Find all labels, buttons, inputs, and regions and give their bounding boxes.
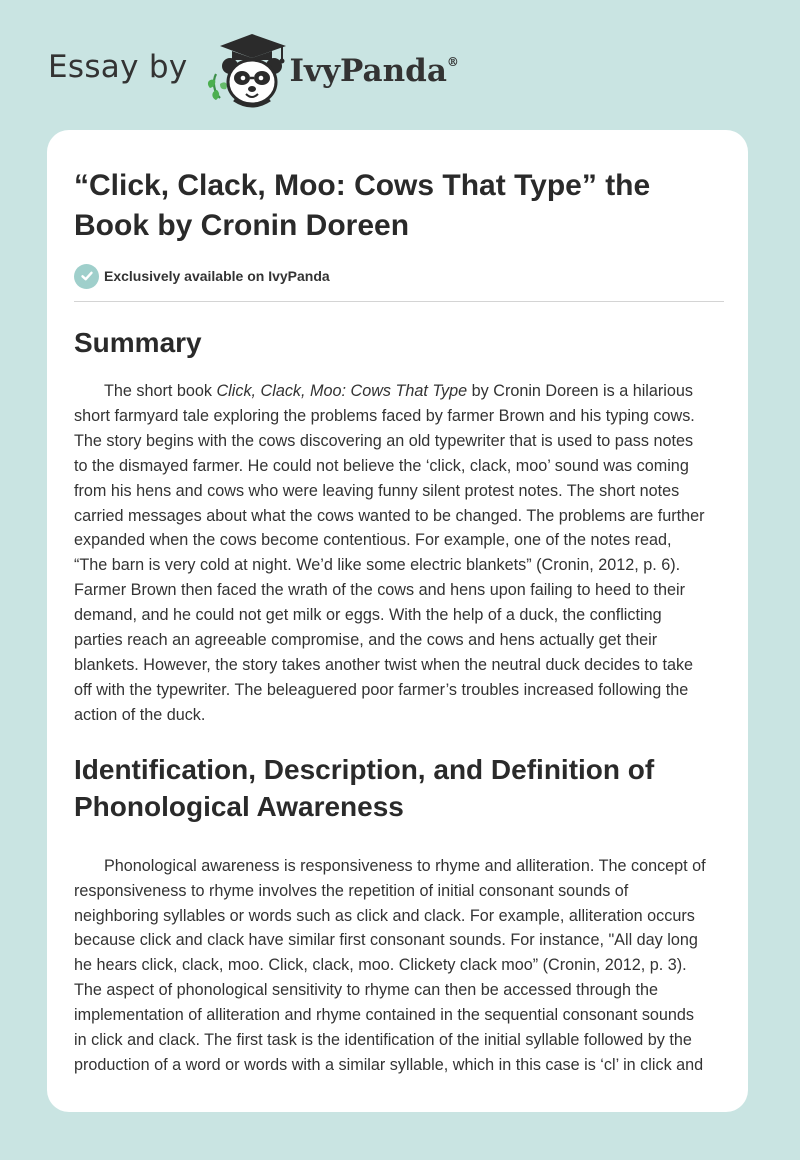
book-title-italic: Click, Clack, Moo: Cows That Type xyxy=(216,382,468,400)
summary-paragraph xyxy=(74,379,724,728)
badge-text: Exclusively available on IvyPanda xyxy=(104,268,330,284)
paragraph-line: The short book Click, Clack, Moo: Cows That Type by Cronin Doreen is a hilarious xyxy=(104,382,693,400)
paragraph-line: demand, and he could not get milk or eggs. With the help of a duck, the conflicting xyxy=(74,606,662,625)
paragraph-line: to the dismayed farmer. He could not believe the ‘click, clack, moo’ sound was coming xyxy=(74,456,689,475)
site-header xyxy=(48,30,459,110)
brand-name[interactable]: IvyPanda® xyxy=(289,53,459,89)
paragraph-line: implementation of alliteration and rhyme contained in the sequential consonant sounds xyxy=(74,1006,695,1025)
ivypanda-logo-icon[interactable] xyxy=(202,30,288,110)
paragraph-line: expanded when the cows become contentious. For example, one of the notes read, xyxy=(74,531,672,550)
paragraph-line: blankets. However, the story takes another twist when the neutral duck decides to take xyxy=(74,655,694,674)
paragraph-line: action of the duck. xyxy=(74,705,206,724)
paragraph-line: short farmyard tale exploring the problems faced by farmer Brown and his typing cows. xyxy=(74,406,695,425)
paragraph-line: production of a word or words with a similar syllable, which in this case is ‘cl’ in click and xyxy=(74,1055,704,1074)
paragraph-line: Phonological awareness is responsiveness to rhyme and alliteration. The concept of xyxy=(104,856,706,875)
essay-by-label: Essay by xyxy=(48,49,188,85)
paragraph-line: from his hens and cows who were leaving funny silent protest notes. The short notes xyxy=(74,481,680,500)
paragraph-line: neighboring syllables or words such as click and clack. For example, alliteration occurs xyxy=(74,906,695,925)
paragraph-line: Farmer Brown then faced the wrath of the cows and hens upon failing to heed to their xyxy=(74,581,685,600)
paragraph-line: The aspect of phonological sensitivity to rhyme can then be accessed through the xyxy=(74,981,658,1000)
article-card xyxy=(47,130,748,1112)
paragraph-line: in click and clack. The first task is the identification of the initial syllable followed by the xyxy=(74,1031,692,1050)
section-heading-summary: Summary xyxy=(74,327,202,358)
exclusive-badge xyxy=(74,263,724,289)
paragraph-line: because click and clack have similar first consonant sounds. For instance, "All day long xyxy=(74,931,698,950)
article-title: “Click, Clack, Moo: Cows That Type” the Book by Cronin Doreen xyxy=(74,169,651,242)
divider xyxy=(74,301,724,302)
paragraph-line: parties reach an agreeable compromise, and the cows and hens actually get their xyxy=(74,631,658,650)
paragraph-line: “The barn is very cold at night. We’d like some electric blankets” (Cronin, 2012, p. 6). xyxy=(74,556,681,575)
paragraph-line: The story begins with the cows discovering an old typewriter that is used to pass notes xyxy=(74,431,694,450)
registered-mark: ® xyxy=(446,55,459,69)
check-icon xyxy=(74,264,99,289)
paragraph-line: off with the typewriter. The beleaguered poor farmer’s troubles increased following the xyxy=(74,680,689,699)
phonological-paragraph xyxy=(74,854,724,1078)
section-heading-phonological-awareness: Identification, Description, and Definition of Phonological Awareness xyxy=(74,753,655,822)
paragraph-line: responsiveness to rhyme involves the repetition of initial consonant sounds of xyxy=(74,881,629,900)
article-content xyxy=(74,166,724,1078)
paragraph-line: he hears click, clack, moo. Click, clack, moo. Clickety clack moo” (Cronin, 2012, p. 3). xyxy=(74,956,687,975)
paragraph-line: carried messages about what the cows wanted to be changed. The problems are further xyxy=(74,506,705,525)
